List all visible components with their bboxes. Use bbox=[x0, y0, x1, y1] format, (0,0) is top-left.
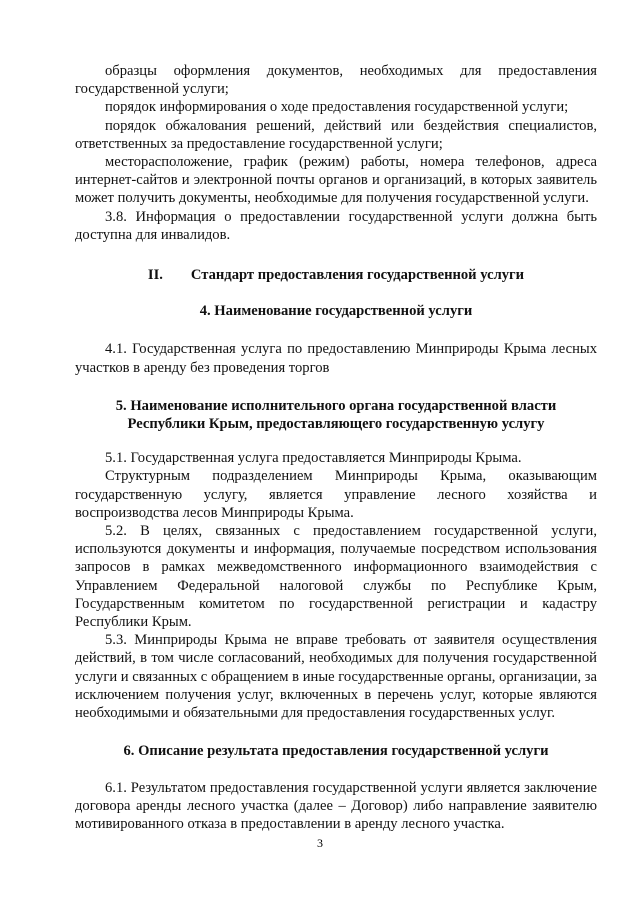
section-5-paragraph: 5.1. Государственная услуга предоставляется Минприроды Крыма. bbox=[105, 450, 522, 467]
section-6-heading: 6. Описание результата предоставления государственной услуги bbox=[123, 743, 549, 760]
intro-paragraph: порядок информирования о ходе предоставления государственной услуги; bbox=[105, 99, 569, 116]
section-5-title-line-2: Республики Крым, предоставляющего государственную услугу bbox=[127, 416, 545, 433]
intro-paragraph: 3.8. Информация о предоставлении государственной услуги должна быть доступна для инвалидов. bbox=[75, 208, 597, 243]
intro-paragraph: месторасположение, график (режим) работы, номера телефонов, адреса интернет-сайтов и электронной почты органов и организаций, в которых заявитель может получить документы, необходимые для получения государственной услуги. bbox=[75, 154, 597, 207]
intro-paragraph: порядок обжалования решений, действий или бездействия специалистов, ответственных за предоставление государственной услуги; bbox=[75, 117, 597, 152]
section-5-heading bbox=[75, 397, 597, 433]
section-5-paragraph: Структурным подразделением Минприроды Крыма, оказывающим государственную услугу, является управление лесного хозяйства и воспроизводства лесов Минприроды Крыма. bbox=[75, 468, 597, 521]
intro-paragraph: образцы оформления документов, необходимых для предоставления государственной услуги; bbox=[75, 63, 597, 98]
section-6-paragraph: 6.1. Результатом предоставления государственной услуги является заключение договора аренды лесного участка (далее – Договор) либо направление заявителю мотивированного отказа в предоставлении в аренду лесного участка. bbox=[75, 779, 597, 832]
section-2-heading bbox=[75, 266, 597, 284]
document-page bbox=[75, 62, 597, 833]
section-4-paragraph: 4.1. Государственная услуга по предоставлению Минприроды Крыма лесных участков в аренду без проведения торгов bbox=[75, 341, 597, 376]
section-5-paragraph: 5.3. Минприроды Крыма не вправе требовать от заявителя осуществления действий, в том числе согласований, необходимых для получения государственной услуги и связанных с обращением в иные государственные органы, организации, за исключением получения услуг, включенных в перечень услуг, которые являются необходимыми и обязательными для предоставления государственных услуг. bbox=[75, 632, 597, 722]
section-5-title-line-1: 5. Наименование исполнительного органа государственной власти bbox=[115, 397, 557, 414]
section-2-title: Стандарт предоставления государственной услуги bbox=[190, 267, 525, 284]
page-number: 3 bbox=[317, 836, 323, 850]
section-4-heading: 4. Наименование государственной услуги bbox=[199, 303, 473, 320]
section-5-paragraph: 5.2. В целях, связанных с предоставлением государственной услуги, используются документы и информация, получаемые посредством использования запросов в рамках межведомственного информационного взаимодействия с Управлением Федеральной налоговой службы по Республике Крым, Государственным комитетом по государственной регистрации и кадастру Республики Крым. bbox=[75, 523, 597, 631]
section-2-number: II. bbox=[147, 267, 163, 284]
